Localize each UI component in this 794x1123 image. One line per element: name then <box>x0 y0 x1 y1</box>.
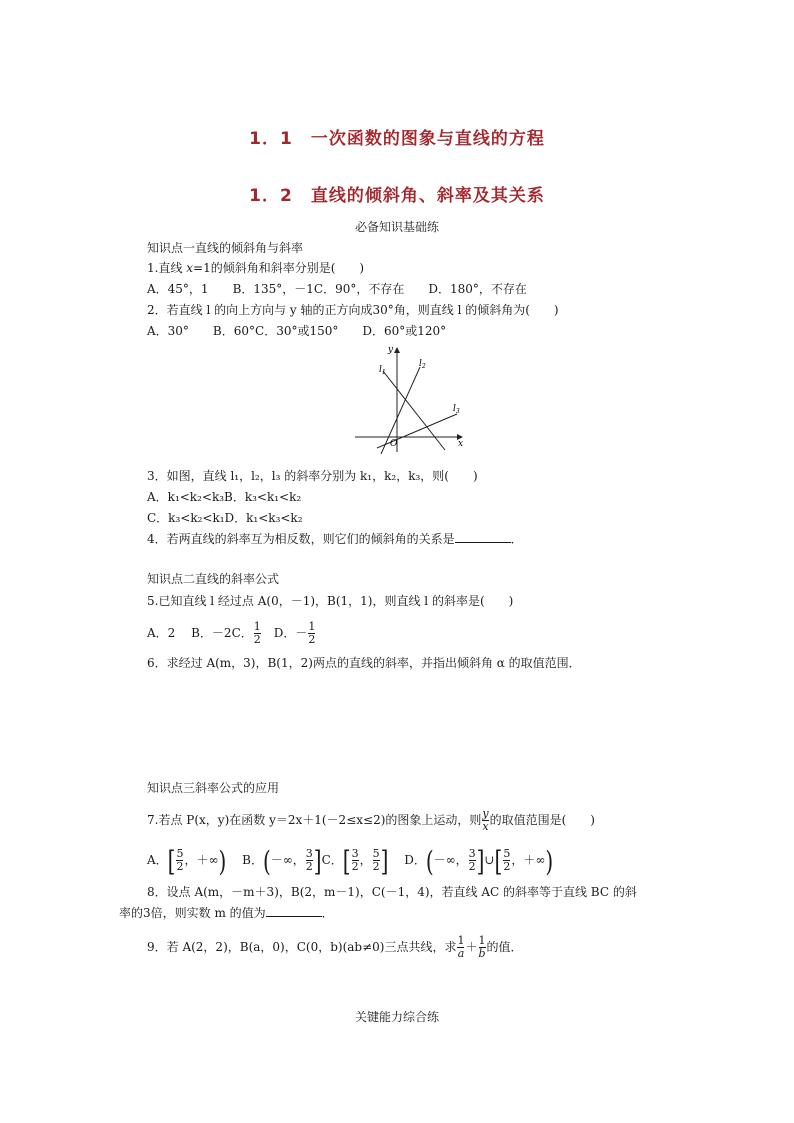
question-8: 8．设点 A(m，－m＋3)，B(2，m－1)，C(－1，4)，若直线 AC 的斜率等于直线 BC 的斜 <box>147 885 637 899</box>
fraction-half-neg: $\frac{1}{2}$ <box>308 620 316 646</box>
question-5: 5.已知直线 l 经过点 A(0，－1)，B(1，1)，则直线 l 的斜率是( ) <box>147 594 514 608</box>
question-3-options-cd: C．k₃<k₂<k₁D．k₁<k₃<k₂ <box>147 511 303 525</box>
section-heading-ability: 关键能力综合练 <box>354 1010 439 1024</box>
origin-label: O <box>390 439 398 449</box>
knowledge-point-3: 知识点三斜率公式的应用 <box>147 781 280 795</box>
question-7-options: A．[ $\frac{5}{2}$ ，＋∞) B．(－∞， $\frac{3}{2}$ ]C．[ $\frac{3}{2}$ ， $\frac{5}{2}$ ] D．(－∞， $\frac{3}{2}$ ]∪[ $\frac{5}{2}$ ，＋∞) <box>147 843 554 878</box>
y-axis-label: y <box>387 345 393 355</box>
lines-figure <box>350 342 475 457</box>
question-3: 3．如图，直线 l₁，l₂，l₃ 的斜率分别为 k₁，k₂，k₃，则( ) <box>147 469 478 483</box>
fraction-y-over-x: $\frac{y}{x}$ <box>482 807 489 833</box>
fraction-half: $\frac{1}{2}$ <box>253 620 261 646</box>
question-1: 1.直线 x=1的倾斜角和斜率分别是( ) <box>147 261 365 275</box>
question-4: 4．若两直线的斜率互为相反数，则它们的倾斜角的关系是 ． <box>147 532 523 546</box>
fraction-one-over-b: $\frac{1}{b}$ <box>478 934 486 960</box>
question-9: 9．若 A(2，2)，B(a，0)，C(0，b)(ab≠0)三点共线，求 $\frac{1}{a}$ ＋ $\frac{1}{b}$ 的值． <box>147 934 523 960</box>
question-2: 2．若直线 l 的向上方向与 y 轴的正方向成30°角，则直线 l 的倾斜角为( ) <box>147 303 559 317</box>
knowledge-point-2: 知识点二直线的斜率公式 <box>147 572 280 586</box>
question-6: 6．求经过 A(m，3)，B(1，2)两点的直线的斜率，并指出倾斜角 α 的取值范围． <box>147 656 581 670</box>
question-7: 7.若点 P(x，y)在函数 y＝2x＋1(－2≤x≤2)的图象上运动，则 $\frac{y}{x}$ 的取值范围是( ) <box>147 807 595 833</box>
chapter-title-2: 1．2 直线的倾斜角、斜率及其关系 <box>249 186 545 206</box>
label-l1: $l_1$ <box>379 365 386 376</box>
question-5-options: A．2 B．－2C． $\frac{1}{2}$ D．－ $\frac{1}{2}$ <box>147 620 316 646</box>
question-2-options: A．30° B．60°C．30°或150° D．60°或120° <box>147 324 447 338</box>
label-l3: $l_3$ <box>453 404 460 415</box>
x-axis-label: x <box>458 439 464 449</box>
chapter-title-1: 1．1 一次函数的图象与直线的方程 <box>249 129 545 149</box>
answer-blank <box>455 531 511 543</box>
question-8-continued: 率的3倍，则实数 m 的值为 ． <box>119 906 334 920</box>
fraction-one-over-a: $\frac{1}{a}$ <box>457 934 465 960</box>
line-l3 <box>377 414 457 448</box>
answer-blank-8 <box>266 905 322 917</box>
question-3-options-ab: A．k₁<k₂<k₃B．k₃<k₁<k₂ <box>147 490 302 504</box>
section-heading-basic: 必备知识基础练 <box>354 220 439 234</box>
question-1-options: A．45°，1 B．135°，－1C．90°，不存在 D．180°，不存在 <box>147 282 527 296</box>
label-l2: $l_2$ <box>419 359 426 370</box>
knowledge-point-1: 知识点一直线的倾斜角与斜率 <box>147 241 304 255</box>
